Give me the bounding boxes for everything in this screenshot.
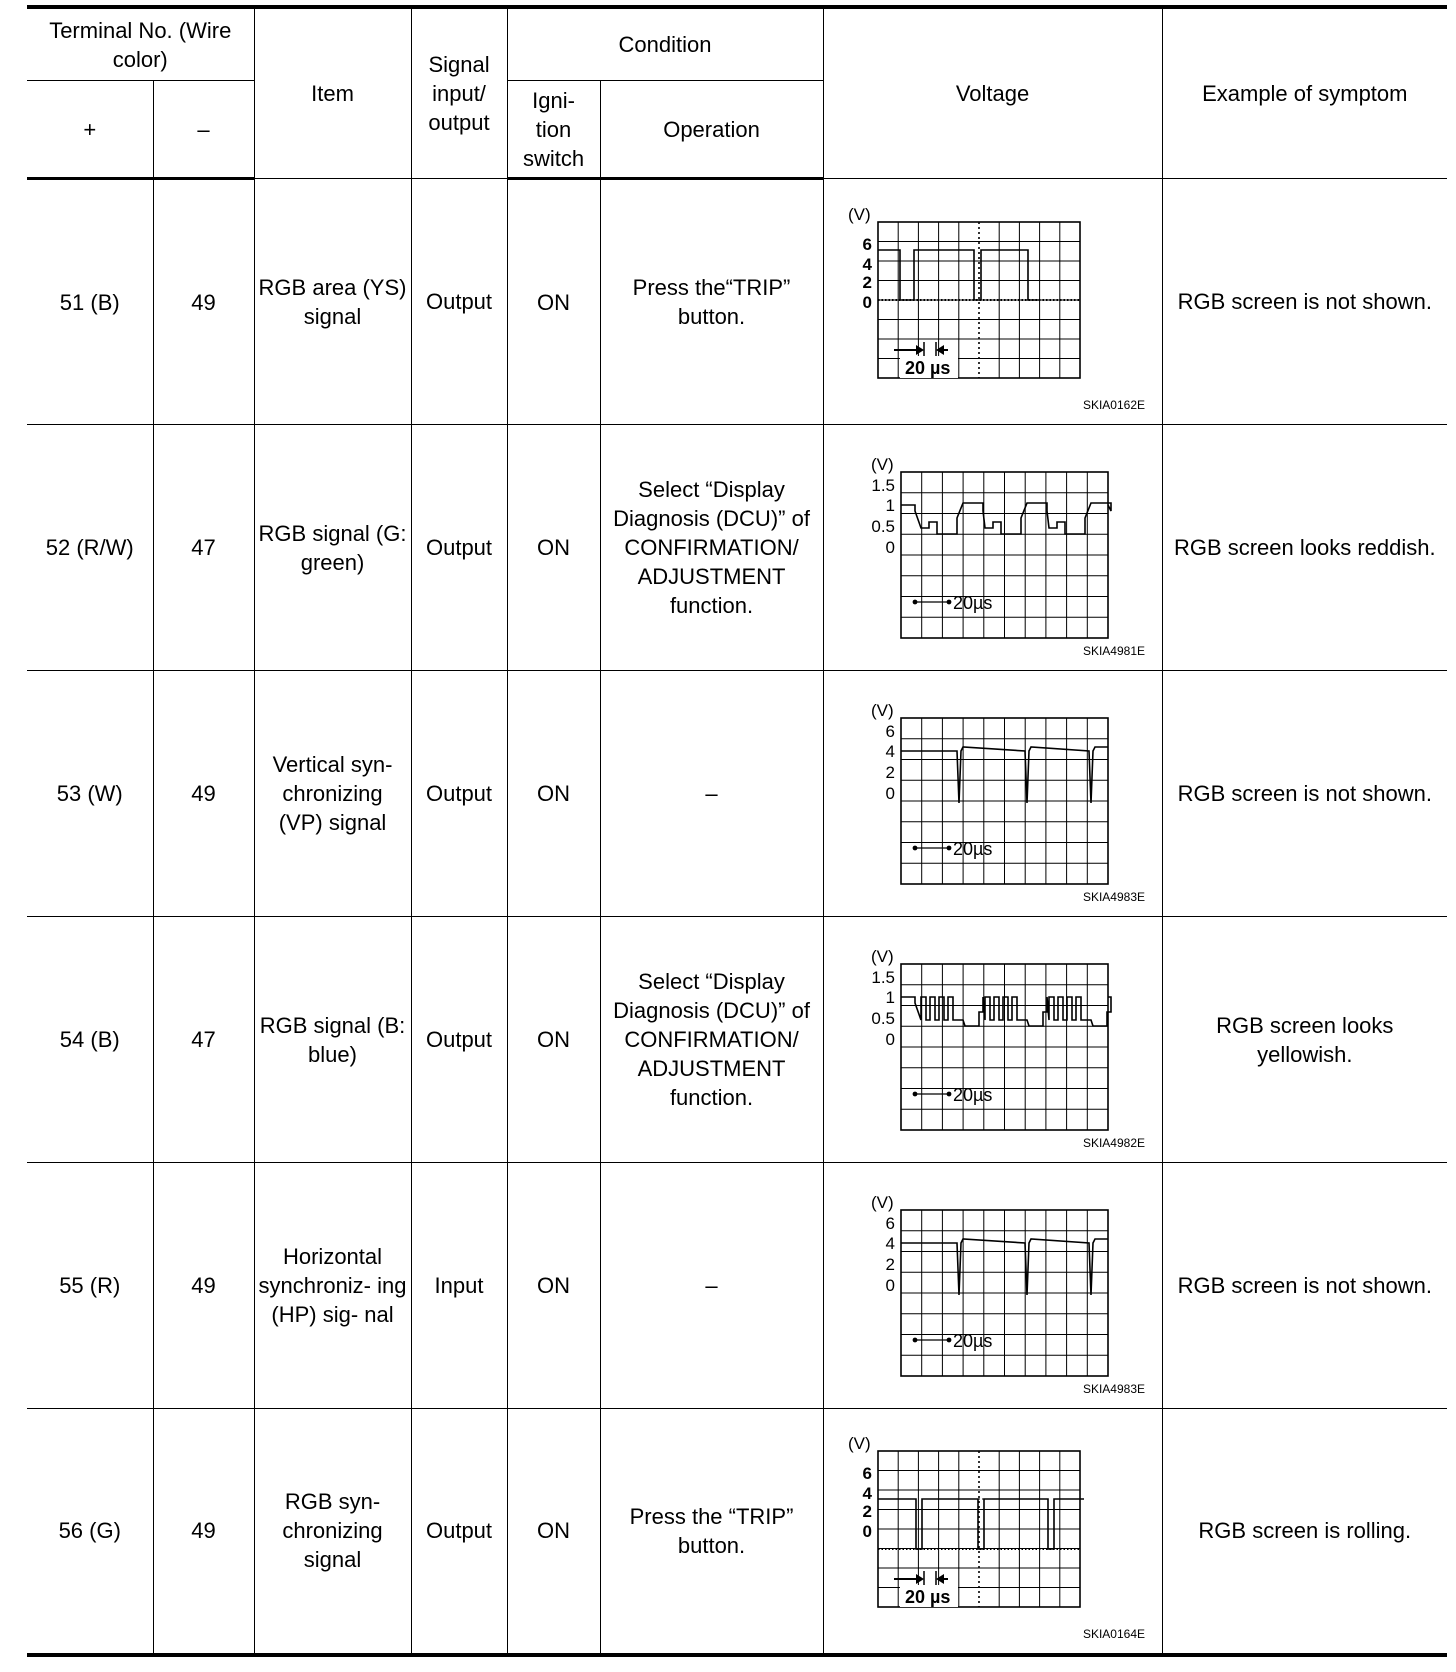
item-cell bbox=[254, 179, 411, 425]
operation-cell bbox=[600, 1409, 823, 1655]
axis-tick-label: 1.5 bbox=[870, 476, 895, 495]
axis-unit-label: (V) bbox=[847, 1434, 871, 1454]
plus-terminal-cell bbox=[27, 179, 153, 425]
condition-header-text: Condition bbox=[618, 32, 712, 57]
terminal-header-text: Terminal No. (Wire color) bbox=[49, 17, 232, 72]
symptom-cell-text: RGB screen looks reddish. bbox=[1173, 535, 1436, 560]
axis-tick-label: 6 bbox=[885, 1214, 895, 1233]
symptom-header bbox=[1162, 7, 1447, 179]
axis-tick-label: 4 bbox=[885, 742, 895, 761]
minus-terminal-cell bbox=[153, 671, 254, 917]
axis-unit-label: (V) bbox=[870, 947, 894, 966]
figure-code: SKIA0164E bbox=[1082, 1627, 1145, 1642]
axis-tick-label: 0 bbox=[885, 1030, 895, 1049]
scope-grid bbox=[901, 1210, 1108, 1376]
scope-grid bbox=[901, 718, 1108, 884]
voltage-cell bbox=[823, 1163, 1162, 1409]
voltage-waveform bbox=[833, 430, 1153, 665]
ignition-header bbox=[507, 81, 600, 179]
ignition-cell bbox=[507, 179, 600, 425]
table-row bbox=[27, 1409, 1447, 1655]
signal-io-cell bbox=[411, 917, 507, 1163]
axis-tick-label: 0.5 bbox=[870, 517, 895, 536]
minus-terminal-cell-text: 49 bbox=[191, 1518, 216, 1544]
axis-tick-label: 4 bbox=[862, 1484, 872, 1504]
symptom-cell bbox=[1162, 671, 1447, 917]
signal-io-header bbox=[411, 7, 507, 179]
voltage-waveform bbox=[833, 922, 1153, 1157]
table-row bbox=[27, 179, 1447, 425]
axis-tick-label: 0.5 bbox=[870, 1009, 895, 1028]
ignition-cell bbox=[507, 671, 600, 917]
terminal-header bbox=[27, 7, 254, 81]
voltage-cell bbox=[823, 425, 1162, 671]
axis-tick-label: 1 bbox=[885, 496, 895, 515]
item-cell bbox=[254, 425, 411, 671]
time-scale-label: 20µs bbox=[952, 1331, 992, 1351]
symptom-cell bbox=[1162, 425, 1447, 671]
ignition-cell-text: ON bbox=[537, 1273, 571, 1298]
minus-terminal-cell-text: 49 bbox=[191, 781, 216, 806]
symptom-cell-text: RGB screen is not shown. bbox=[1177, 289, 1432, 314]
voltage-waveform bbox=[833, 676, 1153, 911]
voltage-cell bbox=[823, 179, 1162, 425]
minus-terminal-cell bbox=[153, 1163, 254, 1409]
condition-header bbox=[507, 7, 823, 81]
symptom-cell-text: RGB screen is not shown. bbox=[1177, 781, 1432, 806]
signal-io-cell bbox=[411, 425, 507, 671]
operation-cell bbox=[600, 179, 823, 425]
minus-terminal-cell bbox=[153, 425, 254, 671]
item-cell-text: RGB signal (B: blue) bbox=[259, 1012, 406, 1067]
minus-header-text: – bbox=[197, 116, 210, 142]
item-cell bbox=[254, 1409, 411, 1655]
signal-io-header-text: Signal input/ output bbox=[428, 52, 490, 135]
operation-cell-text: Press the “TRIP” button. bbox=[629, 1503, 794, 1558]
plus-terminal-cell bbox=[27, 917, 153, 1163]
plus-terminal-cell-text: 51 (B) bbox=[59, 289, 120, 315]
axis-tick-label: 6 bbox=[862, 235, 872, 254]
signal-trace bbox=[878, 1499, 1084, 1549]
time-scale-label: 20 µs bbox=[904, 1587, 950, 1608]
item-header-text: Item bbox=[311, 81, 354, 106]
item-header bbox=[254, 7, 411, 179]
operation-cell bbox=[600, 425, 823, 671]
minus-terminal-cell-text: 49 bbox=[191, 1273, 216, 1298]
signal-io-cell-text: Output bbox=[425, 289, 493, 314]
ignition-header-text: Igni- tion switch bbox=[522, 87, 585, 171]
axis-tick-label: 4 bbox=[885, 1234, 895, 1253]
axis-tick-label: 1.5 bbox=[870, 968, 895, 987]
axis-tick-label: 2 bbox=[885, 763, 895, 782]
item-cell-text: Horizontal synchroniz- ing (HP) sig- nal bbox=[258, 1244, 407, 1327]
table-row bbox=[27, 917, 1447, 1163]
signal-io-cell bbox=[411, 671, 507, 917]
signal-trace bbox=[901, 997, 1111, 1026]
signal-io-cell bbox=[411, 179, 507, 425]
item-cell bbox=[254, 671, 411, 917]
figure-code: SKIA4981E bbox=[1082, 644, 1145, 658]
table-row bbox=[27, 1163, 1447, 1409]
voltage-waveform bbox=[833, 184, 1153, 419]
ignition-cell bbox=[507, 1163, 600, 1409]
minus-terminal-cell bbox=[153, 1409, 254, 1655]
operation-header-text: Operation bbox=[663, 116, 760, 142]
voltage-waveform bbox=[833, 1413, 1153, 1648]
item-cell bbox=[254, 917, 411, 1163]
voltage-waveform bbox=[833, 1168, 1153, 1403]
table-body bbox=[27, 179, 1447, 1655]
ignition-cell-text: ON bbox=[537, 1518, 571, 1544]
figure-code: SKIA4982E bbox=[1082, 1136, 1145, 1150]
figure-code: SKIA4983E bbox=[1082, 890, 1145, 904]
ignition-cell-text: ON bbox=[537, 289, 571, 315]
table-row bbox=[27, 425, 1447, 671]
scope-grid bbox=[901, 964, 1108, 1130]
symptom-cell bbox=[1162, 917, 1447, 1163]
ignition-cell-text: ON bbox=[537, 535, 571, 560]
minus-terminal-cell-text: 49 bbox=[191, 289, 216, 315]
item-cell-text: RGB area (YS) signal bbox=[258, 274, 407, 329]
scope-grid bbox=[878, 1451, 1080, 1607]
plus-terminal-cell bbox=[27, 1163, 153, 1409]
signal-io-cell bbox=[411, 1163, 507, 1409]
symptom-cell-text: RGB screen is not shown. bbox=[1177, 1273, 1432, 1298]
symptom-cell-text: RGB screen looks yellowish. bbox=[1216, 1012, 1394, 1067]
symptom-cell bbox=[1162, 1163, 1447, 1409]
axis-tick-label: 6 bbox=[885, 722, 895, 741]
axis-tick-label: 0 bbox=[885, 1276, 895, 1295]
axis-tick-label: 4 bbox=[862, 255, 872, 274]
time-scale-label: 20µs bbox=[952, 593, 992, 613]
axis-tick-label: 0 bbox=[862, 293, 872, 312]
ignition-cell-text: ON bbox=[537, 781, 571, 806]
plus-terminal-cell-text: 54 (B) bbox=[59, 1027, 120, 1052]
operation-cell-text: – bbox=[705, 781, 718, 806]
time-scale-label: 20 µs bbox=[904, 358, 950, 378]
ignition-cell bbox=[507, 1409, 600, 1655]
axis-tick-label: 6 bbox=[862, 1464, 872, 1484]
voltage-cell bbox=[823, 671, 1162, 917]
item-cell bbox=[254, 1163, 411, 1409]
plus-terminal-cell-text: 52 (R/W) bbox=[45, 535, 134, 560]
voltage-header-text: Voltage bbox=[955, 81, 1030, 106]
plus-header-text: + bbox=[83, 116, 97, 142]
operation-cell bbox=[600, 917, 823, 1163]
signal-trace bbox=[901, 503, 1111, 534]
table-row bbox=[27, 671, 1447, 917]
ignition-cell bbox=[507, 425, 600, 671]
voltage-header bbox=[823, 7, 1162, 179]
plus-header bbox=[27, 81, 153, 179]
minus-terminal-cell-text: 47 bbox=[191, 535, 216, 560]
ignition-cell-text: ON bbox=[537, 1027, 571, 1052]
voltage-cell bbox=[823, 917, 1162, 1163]
signal-io-cell-text: Output bbox=[425, 535, 493, 560]
operation-cell bbox=[600, 1163, 823, 1409]
plus-terminal-cell-text: 55 (R) bbox=[59, 1273, 121, 1298]
voltage-cell bbox=[823, 1409, 1162, 1655]
operation-cell-text: Press the“TRIP” button. bbox=[632, 275, 791, 329]
axis-tick-label: 0 bbox=[862, 1522, 872, 1542]
symptom-cell bbox=[1162, 179, 1447, 425]
item-cell-text: RGB signal (G: green) bbox=[258, 520, 407, 575]
scope-grid bbox=[901, 472, 1108, 638]
operation-header bbox=[600, 81, 823, 179]
axis-unit-label: (V) bbox=[847, 205, 871, 224]
time-scale-label: 20µs bbox=[952, 839, 992, 859]
axis-tick-label: 1 bbox=[885, 988, 895, 1007]
operation-cell-text: Select “Display Diagnosis (DCU)” of CONFIRMATION/ ADJUSTMENT function. bbox=[613, 477, 810, 618]
symptom-cell-text: RGB screen is rolling. bbox=[1198, 1518, 1412, 1544]
signal-io-cell-text: Output bbox=[425, 1518, 493, 1544]
axis-tick-label: 0 bbox=[885, 538, 895, 557]
axis-tick-label: 0 bbox=[885, 784, 895, 803]
terminal-spec-table bbox=[27, 5, 1447, 1657]
figure-code: SKIA4983E bbox=[1082, 1382, 1145, 1396]
item-cell-text: Vertical syn- chronizing (VP) signal bbox=[272, 752, 393, 835]
axis-tick-label: 2 bbox=[862, 273, 872, 292]
ignition-cell bbox=[507, 917, 600, 1163]
time-scale-label: 20µs bbox=[952, 1085, 992, 1105]
signal-io-cell-text: Input bbox=[434, 1273, 484, 1298]
operation-cell-text: Select “Display Diagnosis (DCU)” of CONFIRMATION/ ADJUSTMENT function. bbox=[613, 969, 810, 1110]
operation-cell-text: – bbox=[705, 1273, 718, 1298]
minus-terminal-cell bbox=[153, 917, 254, 1163]
plus-terminal-cell-text: 53 (W) bbox=[56, 781, 123, 806]
signal-io-cell-text: Output bbox=[425, 1027, 493, 1052]
axis-tick-label: 2 bbox=[862, 1502, 872, 1522]
signal-io-cell bbox=[411, 1409, 507, 1655]
symptom-cell bbox=[1162, 1409, 1447, 1655]
minus-terminal-cell-text: 47 bbox=[191, 1027, 216, 1052]
symptom-header-text: Example of symptom bbox=[1202, 81, 1408, 106]
minus-terminal-cell bbox=[153, 179, 254, 425]
item-cell-text: RGB syn- chronizing signal bbox=[282, 1489, 383, 1573]
signal-io-cell-text: Output bbox=[425, 781, 493, 806]
axis-unit-label: (V) bbox=[870, 701, 894, 720]
axis-unit-label: (V) bbox=[870, 1193, 894, 1212]
axis-unit-label: (V) bbox=[870, 455, 894, 474]
plus-terminal-cell bbox=[27, 1409, 153, 1655]
plus-terminal-cell bbox=[27, 671, 153, 917]
minus-header bbox=[153, 81, 254, 179]
operation-cell bbox=[600, 671, 823, 917]
axis-tick-label: 2 bbox=[885, 1255, 895, 1274]
plus-terminal-cell-text: 56 (G) bbox=[58, 1518, 121, 1544]
plus-terminal-cell bbox=[27, 425, 153, 671]
figure-code: SKIA0162E bbox=[1082, 398, 1145, 412]
